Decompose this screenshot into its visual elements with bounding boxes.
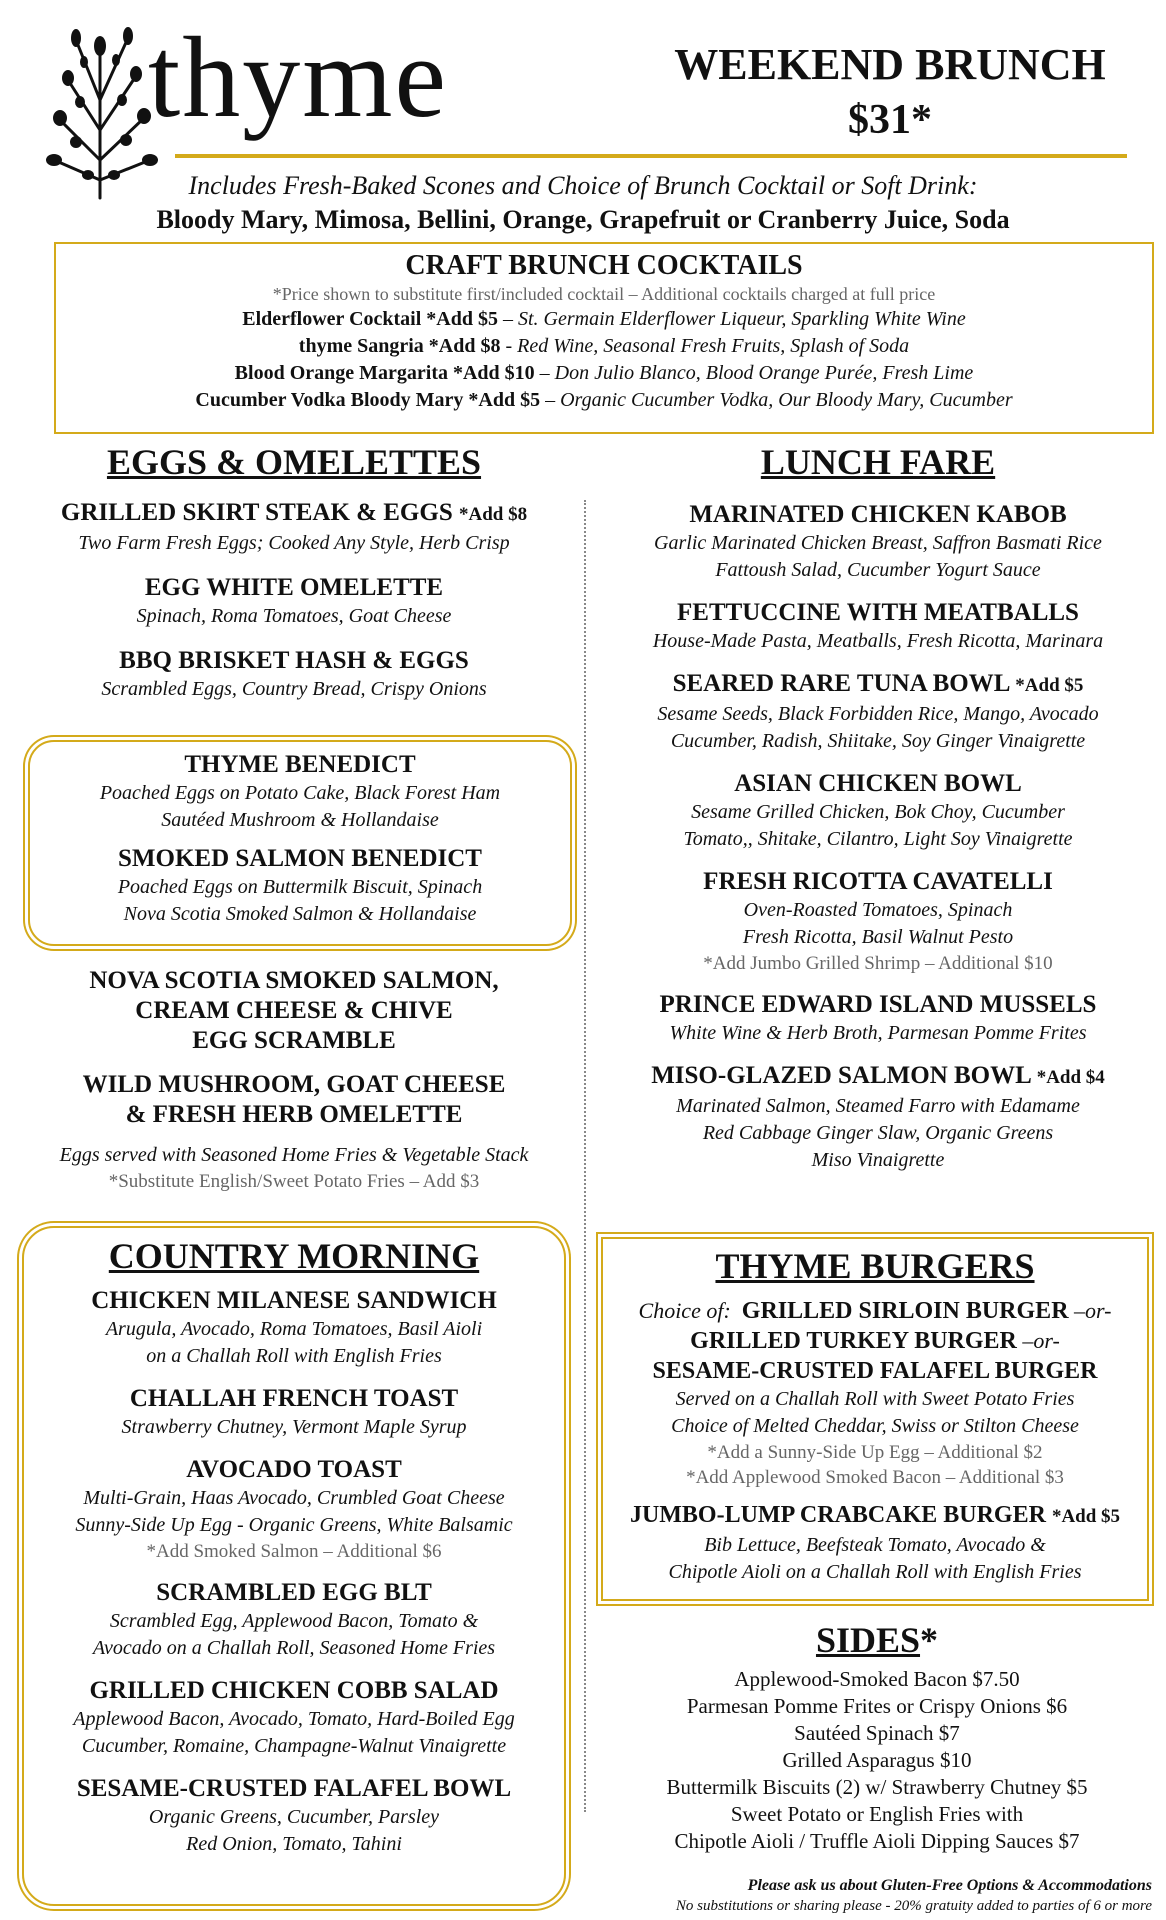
- menu-item-desc: Arugula, Avocado, Roma Tomatoes, Basil Aioli: [105, 1318, 483, 1340]
- cocktail-name: Blood Orange Margarita *Add $10: [234, 362, 535, 384]
- header-rule: [175, 154, 1127, 158]
- lunch-section: [598, 442, 1158, 1174]
- eggs-more: [14, 966, 574, 1194]
- includes-text: Includes Fresh-Baked Scones and Choice of Brunch Cocktail or Soft Drink:: [188, 171, 978, 200]
- cocktail-name: Cucumber Vodka Bloody Mary *Add $5: [195, 389, 541, 411]
- menu-item-name: SMOKED SALMON BENEDICT: [118, 845, 482, 872]
- cocktails-note: *Price shown to substitute first/included cocktail – Additional cocktails charged at full price: [272, 284, 936, 304]
- cocktail-name: Elderflower Cocktail *Add $5: [242, 308, 498, 330]
- menu-item-desc: Cucumber, Radish, Shiitake, Soy Ginger Vinaigrette: [670, 730, 1086, 752]
- menu-item-desc: on a Challah Roll with English Fries: [146, 1345, 442, 1367]
- sides-title-text: SIDES: [815, 1620, 921, 1660]
- menu-item-desc: Spinach, Roma Tomatoes, Goat Cheese: [136, 605, 452, 627]
- menu-item-addon: *Add Jumbo Grilled Shrimp – Additional $10: [703, 953, 1053, 974]
- side-item: Buttermilk Biscuits (2) w/ Strawberry Chutney $5: [666, 1775, 1088, 1799]
- item-title: MISO-GLAZED SALMON BOWL: [651, 1062, 1031, 1089]
- footer-gratuity-note: No substitutions or sharing please - 20% gratuity added to parties of 6 or more: [675, 1898, 1152, 1914]
- sides-title: [598, 1620, 1156, 1660]
- menu-item-name: PRINCE EDWARD ISLAND MUSSELS: [659, 991, 1097, 1018]
- menu-item-name: THYME BENEDICT: [184, 751, 416, 778]
- item-title: JUMBO-LUMP CRABCAKE BURGER: [629, 1502, 1046, 1528]
- cocktail-desc: Don Julio Blanco, Blood Orange Purée, Fresh Lime: [554, 362, 974, 384]
- menu-item-name: SESAME-CRUSTED FALAFEL BOWL: [76, 1775, 512, 1802]
- menu-item-name: CREAM CHEESE & CHIVE: [135, 997, 453, 1024]
- menu-item-name: WILD MUSHROOM, GOAT CHEESE: [82, 1071, 506, 1098]
- menu-item-desc: Strawberry Chutney, Vermont Maple Syrup: [121, 1416, 467, 1438]
- menu-item-desc: Sautéed Mushroom & Hollandaise: [161, 809, 439, 831]
- menu-item-desc: Choice of Melted Cheddar, Swiss or Stilton Cheese: [671, 1415, 1079, 1437]
- burger-choice-line: [598, 1326, 1152, 1356]
- cocktail-item: [56, 387, 1152, 414]
- cocktail-desc: Red Wine, Seasonal Fresh Fruits, Splash of Soda: [517, 335, 910, 357]
- benedict-box: [28, 740, 572, 946]
- side-item: Applewood-Smoked Bacon $7.50: [734, 1667, 1020, 1691]
- country-morning-box: [22, 1226, 566, 1906]
- cocktails-title: CRAFT BRUNCH COCKTAILS: [405, 250, 803, 281]
- menu-item-desc: White Wine & Herb Broth, Parmesan Pomme Frites: [669, 1022, 1087, 1044]
- cocktail-item: [56, 333, 1152, 360]
- item-title: SEARED RARE TUNA BOWL: [672, 670, 1010, 697]
- country-title: COUNTRY MORNING: [108, 1236, 480, 1276]
- side-item: Chipotle Aioli / Truffle Aioli Dipping Sauces $7: [674, 1829, 1080, 1853]
- cocktail-item: [56, 360, 1152, 387]
- menu-item-name: EGG SCRAMBLE: [192, 1027, 396, 1054]
- menu-item-desc: Organic Greens, Cucumber, Parsley: [148, 1806, 440, 1828]
- page-title: WEEKEND BRUNCH: [674, 40, 1106, 89]
- item-add-price: *Add $5: [1051, 1506, 1121, 1527]
- item-title: GRILLED SKIRT STEAK & EGGS: [60, 499, 453, 526]
- menu-item-desc: Miso Vinaigrette: [811, 1149, 945, 1171]
- menu-item-desc: Poached Eggs on Potato Cake, Black Forest Ham: [99, 782, 501, 804]
- menu-item-desc: Fresh Ricotta, Basil Walnut Pesto: [742, 926, 1014, 948]
- menu-item-desc: Red Cabbage Ginger Slaw, Organic Greens: [702, 1122, 1054, 1144]
- cocktail-sep: -: [500, 335, 518, 357]
- menu-item-name: FETTUCCINE WITH MEATBALLS: [677, 599, 1079, 626]
- menu-item-desc: Sesame Seeds, Black Forbidden Rice, Mango, Avocado: [657, 703, 1099, 725]
- cocktails-section: [54, 242, 1154, 434]
- side-item: Grilled Asparagus $10: [782, 1748, 972, 1772]
- menu-item-name: CHICKEN MILANESE SANDWICH: [91, 1287, 497, 1314]
- menu-item-name: [598, 669, 1158, 701]
- burger-option: SESAME-CRUSTED FALAFEL BURGER: [652, 1358, 1098, 1384]
- eggs-served-note: Eggs served with Seasoned Home Fries & Vegetable Stack: [59, 1144, 529, 1166]
- brunch-price: $31*: [848, 97, 932, 143]
- menu-item-name: AVOCADO TOAST: [186, 1456, 402, 1483]
- menu-item-desc: Multi-Grain, Haas Avocado, Crumbled Goat Cheese: [83, 1487, 505, 1509]
- cocktail-sep: –: [534, 362, 555, 384]
- eggs-title: EGGS & OMELETTES: [106, 442, 482, 482]
- menu-item-name: ASIAN CHICKEN BOWL: [734, 770, 1022, 797]
- cocktail-sep: –: [540, 389, 561, 411]
- or-label: –or-: [1074, 1298, 1112, 1323]
- menu-item-desc: Served on a Challah Roll with Sweet Potato Fries: [675, 1388, 1075, 1410]
- menu-item-desc: Applewood Bacon, Avocado, Tomato, Hard-Boiled Egg: [73, 1708, 515, 1730]
- menu-item-name: BBQ BRISKET HASH & EGGS: [119, 647, 469, 674]
- menu-item-desc: Oven-Roasted Tomatoes, Spinach: [743, 899, 1013, 921]
- menu-item-desc: Scrambled Egg, Applewood Bacon, Tomato &: [109, 1610, 479, 1632]
- menu-item-desc: Nova Scotia Smoked Salmon & Hollandaise: [123, 903, 477, 925]
- or-label: –or-: [1022, 1328, 1060, 1353]
- menu-item-name: SCRAMBLED EGG BLT: [156, 1579, 432, 1606]
- menu-item-addon: *Add Smoked Salmon – Additional $6: [146, 1541, 442, 1562]
- footer-gluten-note: Please ask us about Gluten-Free Options & Accommodations: [747, 1877, 1152, 1894]
- menu-item-desc: Two Farm Fresh Eggs; Cooked Any Style, Herb Crisp: [78, 532, 510, 554]
- cocktail-desc: St. Germain Elderflower Liqueur, Sparkling White Wine: [517, 308, 966, 330]
- sides-section: [598, 1620, 1156, 1855]
- item-add-price: *Add $4: [1036, 1067, 1105, 1088]
- burger-option: GRILLED SIRLOIN BURGER: [741, 1298, 1069, 1324]
- burgers-box: [596, 1232, 1154, 1606]
- column-divider: [584, 500, 586, 1812]
- side-item: Parmesan Pomme Frites or Crispy Onions $6: [686, 1694, 1068, 1718]
- menu-item-desc: Cucumber, Romaine, Champagne-Walnut Vinaigrette: [81, 1735, 507, 1757]
- sides-title-mark: *: [920, 1620, 939, 1660]
- menu-item-name: CHALLAH FRENCH TOAST: [129, 1385, 459, 1412]
- item-add-price: *Add $5: [1015, 675, 1084, 696]
- menu-item-desc: Garlic Marinated Chicken Breast, Saffron Basmati Rice: [654, 532, 1102, 554]
- cocktail-sep: –: [497, 308, 518, 330]
- menu-item-name: GRILLED CHICKEN COBB SALAD: [89, 1677, 499, 1704]
- side-item: Sweet Potato or English Fries with: [730, 1802, 1024, 1826]
- cocktail-item: [56, 306, 1152, 333]
- logo-wordmark: thyme: [148, 14, 448, 142]
- menu-item-desc: Chipotle Aioli on a Challah Roll with English Fries: [668, 1561, 1082, 1583]
- item-add-price: *Add $8: [458, 504, 528, 525]
- lunch-title: LUNCH FARE: [760, 442, 996, 482]
- eggs-section: [14, 442, 574, 703]
- menu-item-name: MARINATED CHICKEN KABOB: [689, 501, 1067, 528]
- menu-item-desc: Tomato,, Shitake, Cilantro, Light Soy Vinaigrette: [683, 828, 1073, 850]
- eggs-substitute-note: *Substitute English/Sweet Potato Fries – Add $3: [108, 1171, 480, 1192]
- cocktail-desc: Organic Cucumber Vodka, Our Bloody Mary, Cucumber: [560, 389, 1013, 411]
- menu-item-desc: Bib Lettuce, Beefsteak Tomato, Avocado &: [704, 1534, 1046, 1556]
- menu-item-desc: Fattoush Salad, Cucumber Yogurt Sauce: [715, 559, 1041, 581]
- menu-item-name: [598, 1500, 1152, 1532]
- menu-item-desc: Sesame Grilled Chicken, Bok Choy, Cucumber: [691, 801, 1065, 823]
- burger-choice-line: [598, 1296, 1152, 1326]
- menu-item-desc: Scrambled Eggs, Country Bread, Crispy Onions: [101, 678, 487, 700]
- burger-option: GRILLED TURKEY BURGER: [690, 1328, 1017, 1354]
- menu-item-addon: *Add Applewood Smoked Bacon – Additional $3: [686, 1467, 1064, 1488]
- menu-item-desc: Sunny-Side Up Egg - Organic Greens, White Balsamic: [75, 1514, 513, 1536]
- menu-item-name: & FRESH HERB OMELETTE: [125, 1101, 463, 1128]
- side-item: Sautéed Spinach $7: [794, 1721, 960, 1745]
- choice-label: Choice of:: [638, 1298, 731, 1323]
- menu-item-addon: *Add a Sunny-Side Up Egg – Additional $2: [707, 1442, 1043, 1463]
- cocktail-name: thyme Sangria *Add $8: [298, 335, 501, 357]
- menu-item-desc: Avocado on a Challah Roll, Seasoned Home Fries: [92, 1637, 496, 1659]
- drinks-list: Bloody Mary, Mimosa, Bellini, Orange, Grapefruit or Cranberry Juice, Soda: [156, 205, 1010, 234]
- menu-item-name: [14, 498, 574, 530]
- menu-item-desc: Marinated Salmon, Steamed Farro with Edamame: [676, 1095, 1080, 1117]
- burgers-title: THYME BURGERS: [715, 1246, 1035, 1286]
- menu-item-name: EGG WHITE OMELETTE: [144, 574, 444, 601]
- menu-item-name: FRESH RICOTTA CAVATELLI: [703, 868, 1053, 895]
- menu-item-desc: House-Made Pasta, Meatballs, Fresh Ricotta, Marinara: [652, 630, 1104, 652]
- menu-item-desc: Poached Eggs on Buttermilk Biscuit, Spinach: [117, 876, 483, 898]
- menu-item-name: [598, 1061, 1158, 1093]
- menu-item-desc: Red Onion, Tomato, Tahini: [186, 1833, 402, 1855]
- menu-item-name: NOVA SCOTIA SMOKED SALMON,: [89, 967, 499, 994]
